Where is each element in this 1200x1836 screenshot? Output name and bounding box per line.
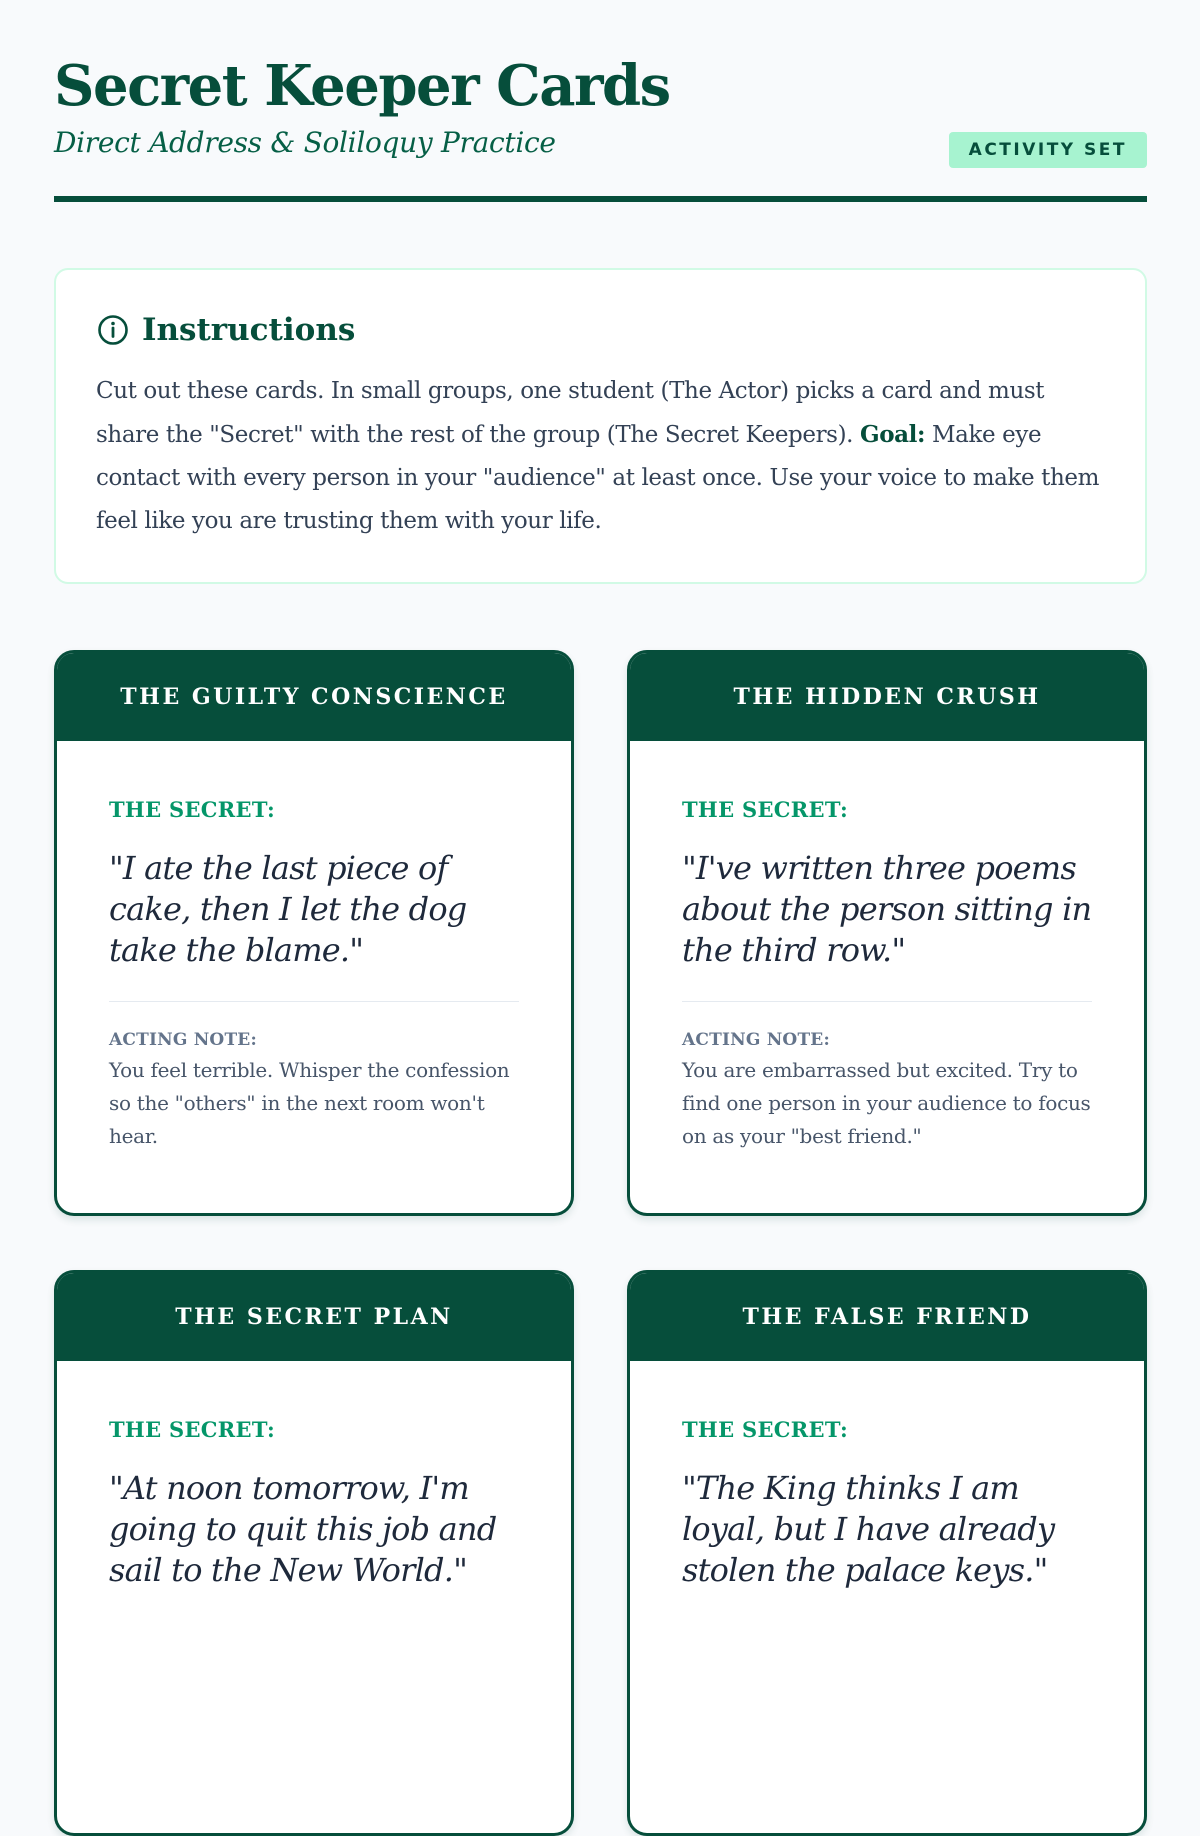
info-icon	[96, 313, 130, 347]
card-body	[57, 1361, 571, 1591]
secret-card	[54, 1270, 574, 1836]
goal-label: Goal:	[859, 421, 926, 448]
card-title: THE HIDDEN CRUSH	[630, 653, 1144, 741]
secret-quote: "I ate the last piece of cake, then I let the dog take the blame."	[109, 849, 467, 969]
card-divider	[109, 1001, 519, 1002]
secret-label: THE SECRET:	[682, 797, 849, 822]
card-body	[630, 1361, 1144, 1591]
instructions-title: Instructions	[142, 312, 356, 348]
card-title: THE GUILTY CONSCIENCE	[57, 653, 571, 741]
card-title: THE SECRET PLAN	[57, 1273, 571, 1361]
secret-quote: "The King thinks I am loyal, but I have already stolen the palace keys."	[682, 1469, 1055, 1589]
instructions-text-intro: Cut out these cards. In small groups, one student (The Actor) picks a card and must share the "Secret" with the rest of the group (The Secret Keepers).	[96, 378, 1045, 448]
card-body	[630, 741, 1144, 1153]
secret-quote: "At noon tomorrow, I'm going to quit this job and sail to the New World."	[109, 1469, 497, 1589]
acting-note-text: You feel terrible. Whisper the confession so the "others" in the next room won't hear.	[109, 1058, 510, 1148]
page-subtitle: Direct Address & Soliloquy Practice	[54, 126, 556, 159]
page-header	[54, 52, 1147, 202]
secret-quote: "I've written three poems about the person sitting in the third row."	[682, 849, 1092, 969]
acting-note-label: ACTING NOTE:	[682, 1030, 830, 1050]
secret-label: THE SECRET:	[682, 1417, 849, 1442]
instructions-heading	[96, 310, 1105, 350]
acting-note-text: You are embarrassed but excited. Try to find one person in your audience to focus on as your "best friend."	[682, 1058, 1091, 1148]
page-title: Secret Keeper Cards	[54, 53, 670, 119]
instructions-panel	[54, 268, 1147, 584]
secret-label: THE SECRET:	[109, 797, 276, 822]
secret-label: THE SECRET:	[109, 1417, 276, 1442]
acting-note-label: ACTING NOTE:	[109, 1030, 257, 1050]
card-body	[57, 741, 571, 1153]
card-divider	[682, 1001, 1092, 1002]
instructions-text-goal: Make eye contact with every person in your "audience" at least once. Use your voice to make them feel like you are trusting them with your life.	[96, 422, 1099, 534]
card-title: THE FALSE FRIEND	[630, 1273, 1144, 1361]
secret-card	[54, 650, 574, 1216]
secret-card	[627, 1270, 1147, 1836]
activity-set-badge: ACTIVITY SET	[949, 132, 1147, 168]
instructions-text	[96, 370, 1105, 543]
secret-card	[627, 650, 1147, 1216]
